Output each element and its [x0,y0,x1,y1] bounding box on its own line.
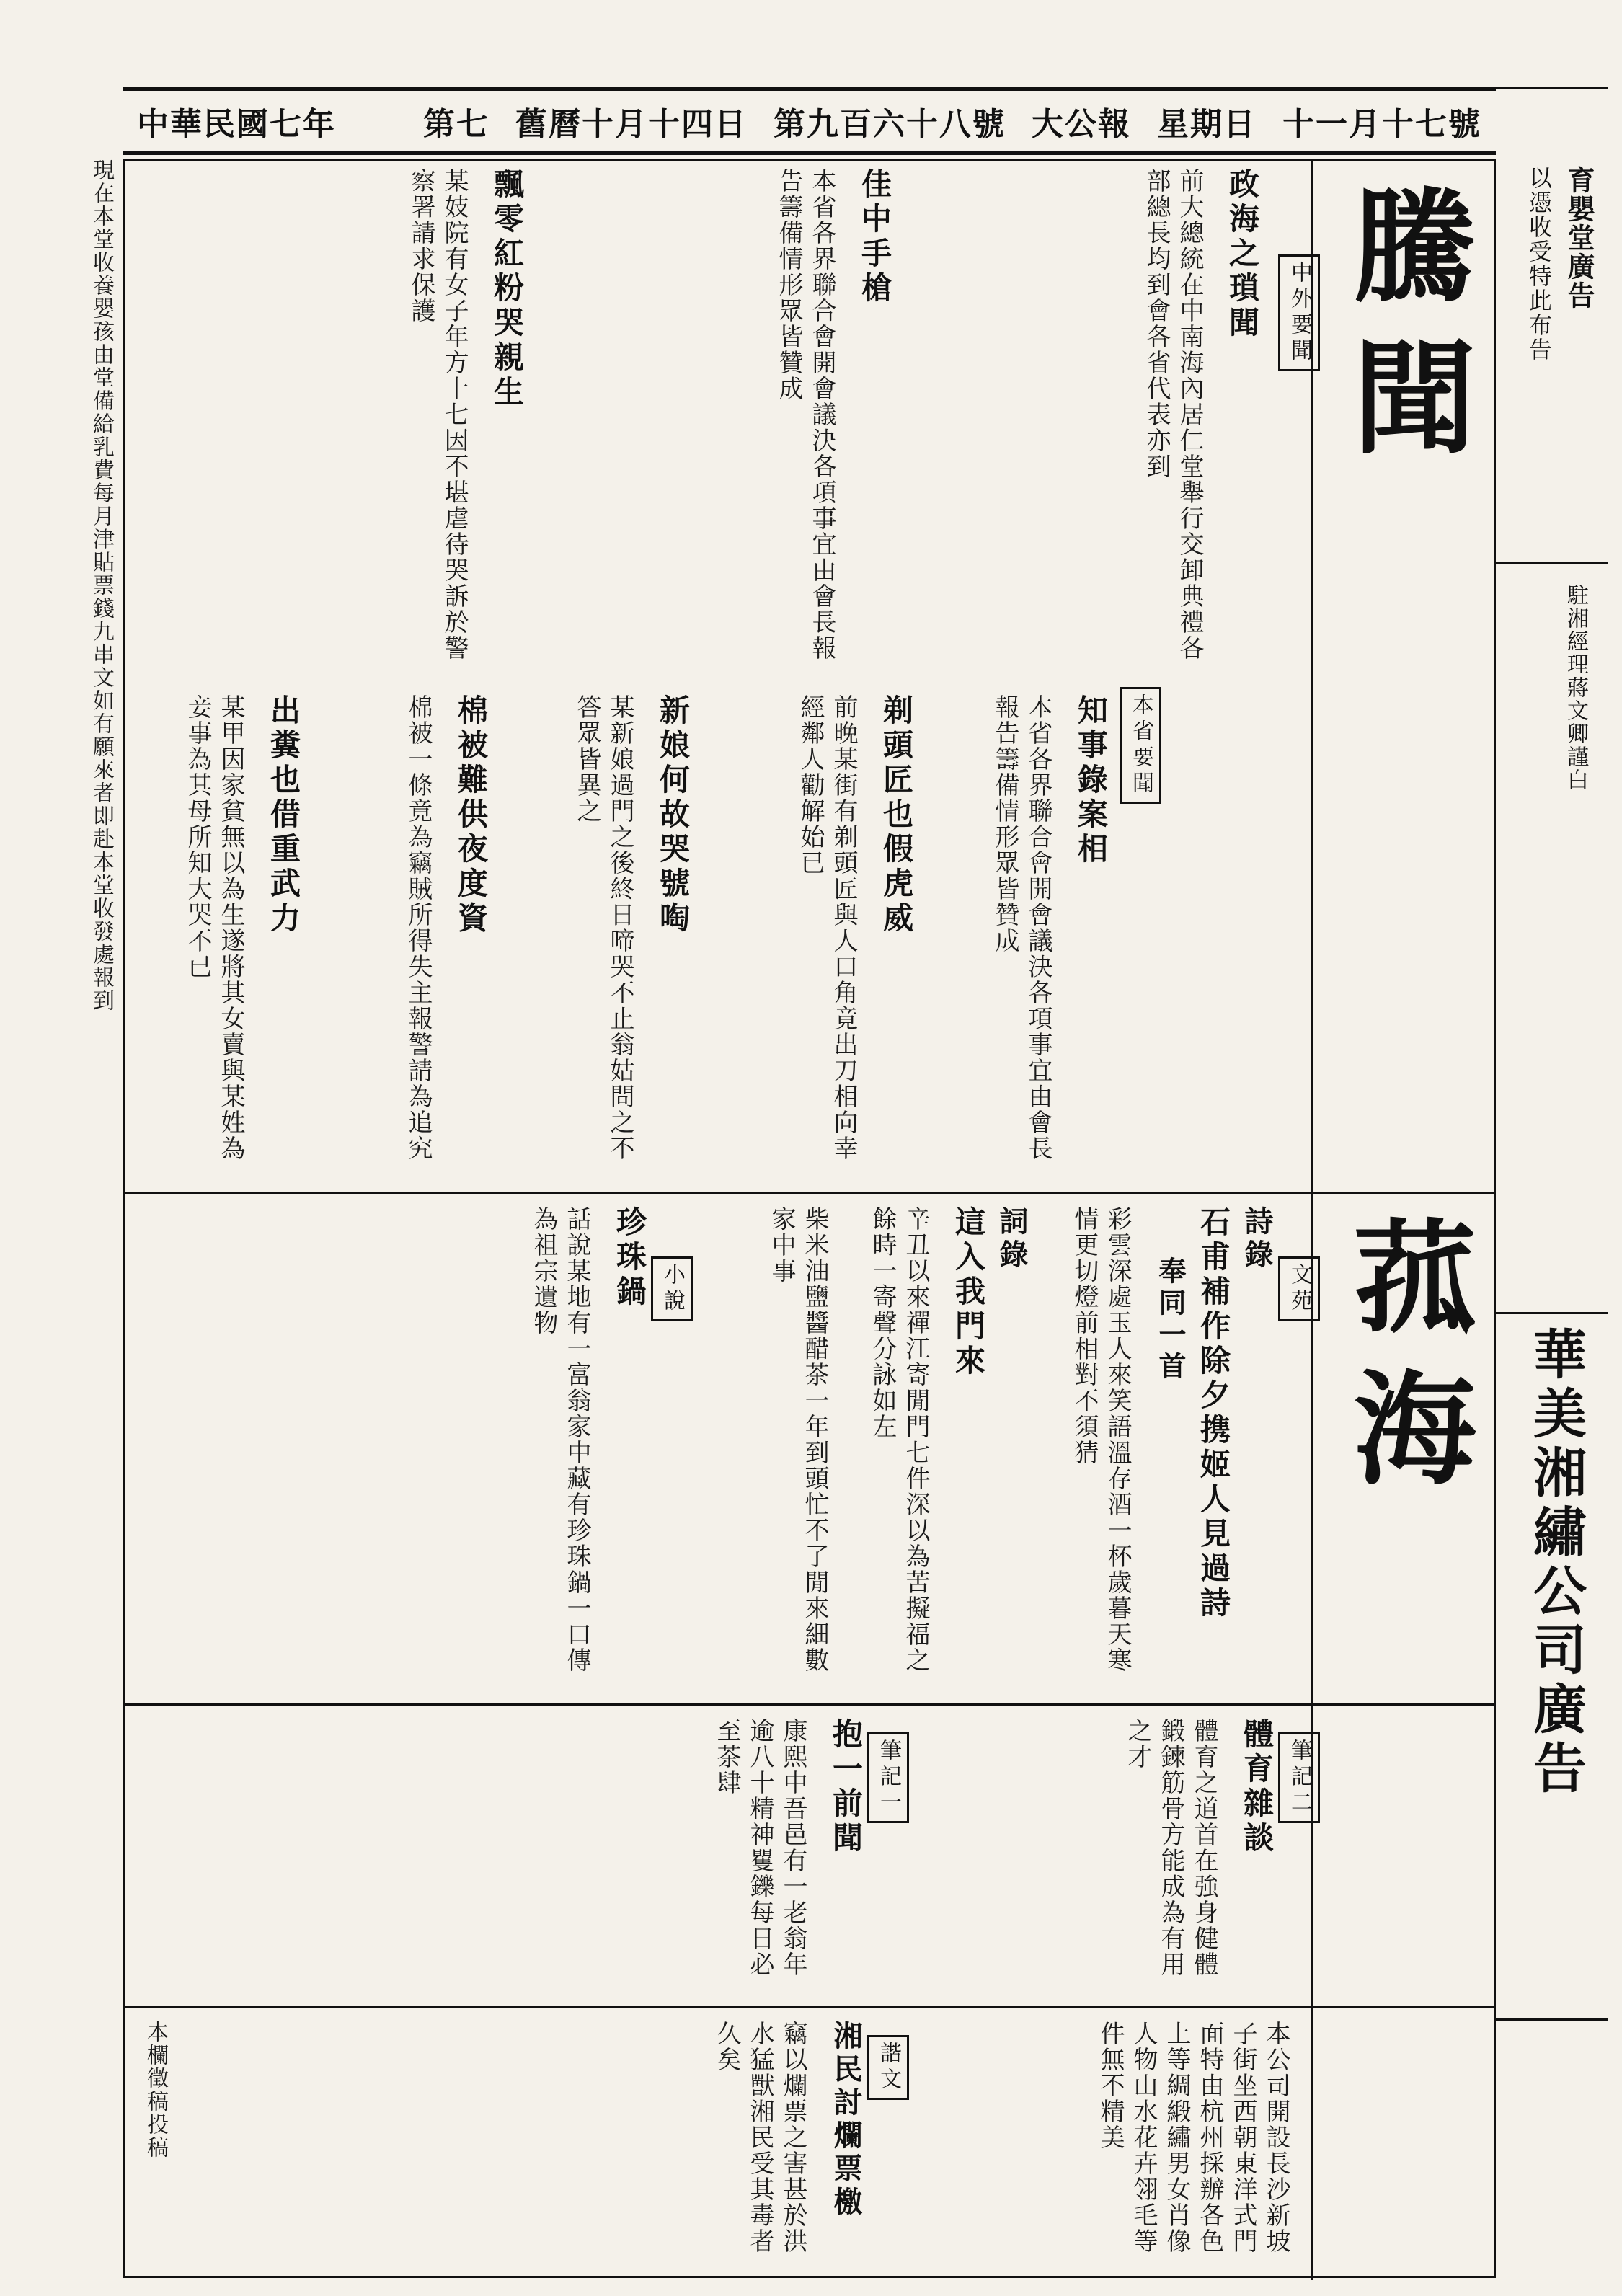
news-body-orphan: 某妓院有女子年方十七因不堪虐待哭訴於警察署請求保護 [407,168,469,661]
literature-heading-char-1: 菰 [1332,1213,1476,1365]
footer-note: 本欄徵稿投稿 [143,2021,168,2159]
news-body-pistol: 本省各界聯合會開會議決各項事宜由會長報告籌備情形眾皆贊成 [774,168,836,661]
ci-title: 這入我門來 [951,1206,986,1379]
right-ad-column [1496,87,1608,2278]
orphanage-ad-notice: 以憑收受特此布告 [1525,166,1553,362]
poem-body: 彩雲深處玉人來笑語溫存酒一杯歲暮天寒情更切燈前相對不須猜 [1070,1206,1132,1673]
ci-subtitle: 辛丑以來禪江寄閒門七件深以為苦擬福之餘時一寄聲分詠如左 [868,1206,930,1673]
news-heading-char-1: 騰 [1332,182,1476,334]
news-body-magistrate: 本省各界聯合會開會議決各項事宜由會長報告籌備情形眾皆贊成 [991,694,1052,1161]
novel-body: 話說某地有一富翁家中藏有珍珠鍋一口傳為祖宗遺物 [529,1206,591,1673]
masthead-lunar-date: 舊曆十月十四日 [515,105,748,143]
masthead-dates [423,98,1481,144]
poem-section-head: 詩錄 [1240,1206,1274,1272]
notes-one-label: 筆記一 [867,1732,909,1823]
notes-body: 康熙中吾邑有一老翁年逾八十精神矍鑠每日必至茶肆 [712,1718,807,1977]
masthead-date: 十一月十七號 [1282,105,1481,143]
agent-notice: 駐湘經理蔣文卿謹白 [1563,584,1588,792]
embroidery-ad-title: 華美湘繡公司廣告 [1525,1326,1587,1799]
masthead-page-number: 第七 [423,105,489,143]
local-news-label: 本省要聞 [1120,687,1161,804]
news-body-bride: 某新娘過門之後終日啼哭不止翁姑問之不答眾皆異之 [572,694,634,1161]
headline-bride: 新娘何故哭號啕 [655,694,691,936]
notes-title: 抱一前聞 [828,1718,864,1856]
headline-quilt: 棉被難供夜度資 [453,694,489,936]
masthead-year: 中華民國七年 [137,105,336,143]
embroidery-ad-body: 本公司開設長沙新坡子街坐西朝東洋式門面特由杭州採辦各色上等綢緞繡男女肖像人物山水花卉翎毛等件無不精美 [1096,2021,1290,2254]
poem-title: 石甫補作除夕携姬人見過詩 [1196,1206,1231,1621]
orphanage-ad-title: 育嬰堂廣告 [1563,166,1595,310]
ci-body: 柴米油鹽醬醋茶一年到頭忙不了閒來細數家中事 [767,1206,829,1673]
news-section-heading [1332,182,1476,485]
headline-pistol: 佳中手槍 [857,168,892,306]
masthead-weekday: 星期日 [1157,105,1257,143]
humor-label: 諧文 [867,2035,909,2100]
humor-title: 湘民討爛票檄 [829,2021,863,2220]
novel-title: 珍珠鍋 [612,1206,647,1310]
headline-orphan: 飄零紅粉哭親生 [489,168,525,410]
content-frame [123,159,1496,2278]
masthead [123,87,1496,155]
masthead-issue-number: 第九百六十八號 [774,105,1006,143]
novel-label: 小說 [651,1256,693,1321]
notes-two-label: 筆記二 [1278,1732,1320,1823]
sports-title: 體育雜談 [1239,1718,1275,1856]
literature-label: 文苑 [1278,1256,1320,1321]
news-body-quilt: 棉被一條竟為竊賊所得失主報警請為追究 [404,694,433,1161]
orphanage-notice: 現在本堂收養嬰孩由堂備給乳費每月津貼票錢九串文如有願來者即赴本堂收發處報到 [89,159,114,1012]
news-body-political: 前大總統在中南海內居仁堂舉行交卸典禮各部總長均到會各省代表亦到 [1142,168,1204,661]
poem-subtitle: 奉同一首 [1154,1256,1187,1383]
masthead-paper-name: 大公報 [1032,105,1131,143]
news-heading-char-2: 聞 [1332,334,1476,485]
sports-body: 體育之道首在強身健體鍛鍊筋骨方能成為有用之才 [1123,1718,1218,1977]
news-body-barber: 前晚某街有剃頭匠與人口角竟出刀相向幸經鄰人勸解始已 [796,694,858,1161]
headline-dung: 出糞也借重武力 [266,694,301,936]
headline-barber: 剃頭匠也假虎威 [879,694,914,936]
news-label: 中外要聞 [1278,254,1320,371]
literature-heading-char-2: 海 [1332,1365,1476,1516]
headline-political: 政海之瑣聞 [1225,168,1260,341]
humor-body: 竊以爛票之害甚於洪水猛獸湘民受其毒者久矣 [712,2021,807,2254]
ci-section-head: 詞錄 [995,1206,1029,1272]
news-body-dung: 某甲因家貧無以為生遂將其女賣與某姓為妾事為其母所知大哭不已 [183,694,245,1161]
headline-magistrate: 知事錄案相 [1073,694,1109,867]
literature-section-heading [1332,1213,1476,1516]
